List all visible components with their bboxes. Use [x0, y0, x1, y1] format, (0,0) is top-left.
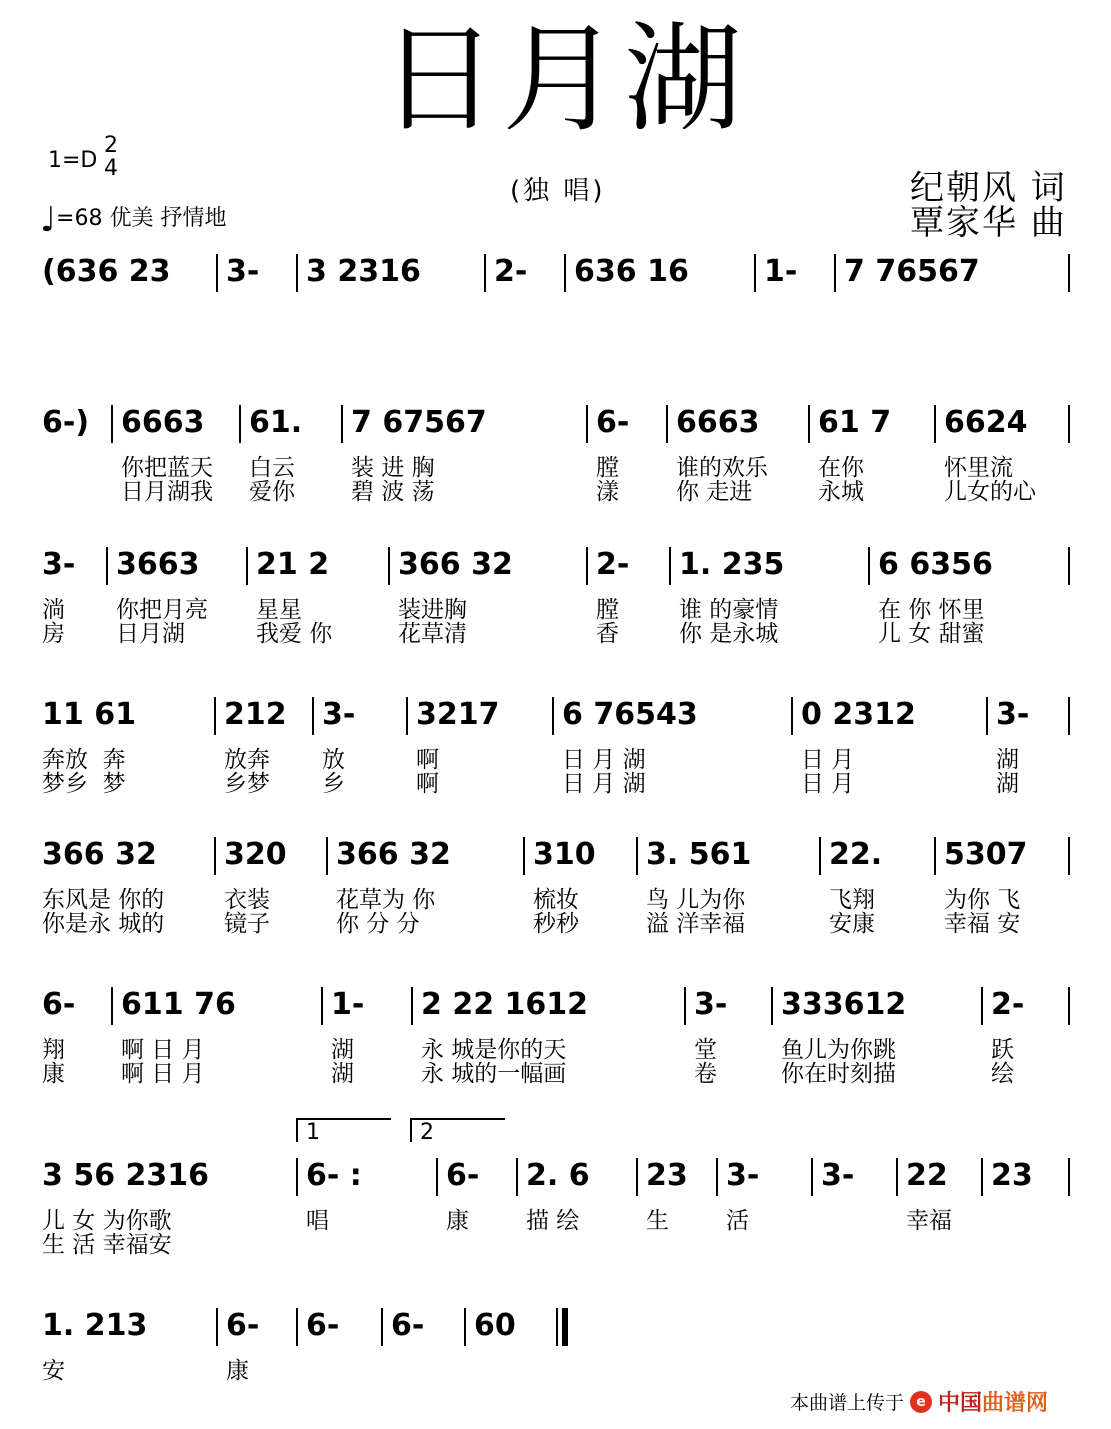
lyric-syllables: 梦乡 梦 [42, 771, 126, 797]
measure: 60 [474, 1308, 516, 1343]
key-signature: 1=D [48, 148, 98, 173]
barline [326, 837, 328, 875]
barline [111, 987, 113, 1025]
lyric-syllables: 鸟 儿为你 [646, 887, 746, 913]
barline [321, 987, 323, 1025]
lyric-syllables: 安 [42, 1358, 65, 1384]
barline [556, 1308, 558, 1346]
notation-line [0, 252, 1111, 292]
lyric-syllables: 碧 波 荡 [351, 479, 435, 505]
barline [1068, 987, 1070, 1025]
measure: 6663 [121, 405, 205, 440]
measure: 366 32 [398, 547, 513, 582]
barline [246, 547, 248, 585]
lyric-syllables: 湖 [996, 771, 1019, 797]
measure: 3- [226, 254, 260, 289]
measure: 6- [596, 405, 630, 440]
measure: 2- [596, 547, 630, 582]
lyric-syllables: 永 城是你的天 [421, 1037, 567, 1063]
measure: 310 [533, 837, 596, 872]
lyric-line [0, 1061, 1111, 1087]
lyric-syllables: 谁的欢乐 [676, 455, 768, 481]
footer [790, 1386, 1048, 1417]
lyric-syllables: 奔放 奔 [42, 747, 126, 773]
barline [296, 254, 298, 292]
lyric-syllables: 东风是 你的 [42, 887, 165, 913]
measure: 3- [821, 1158, 855, 1193]
barline [934, 837, 936, 875]
notation-line [0, 545, 1111, 585]
lyric-syllables: 湖 [331, 1061, 354, 1087]
barline [811, 1158, 813, 1196]
lyric-syllables: 香 [596, 621, 619, 647]
barline [834, 254, 836, 292]
composer-credit: 覃家华 曲 [910, 203, 1067, 243]
lyric-syllables: 安康 [829, 911, 875, 937]
volta-second-ending: 2 [410, 1118, 505, 1142]
barline [296, 1308, 298, 1346]
barline [666, 405, 668, 443]
lyric-syllables: 房 [42, 621, 65, 647]
barline [636, 837, 638, 875]
measure: 1- [331, 987, 365, 1022]
measure: 366 32 [336, 837, 451, 872]
lyric-syllables: 翔 [42, 1037, 65, 1063]
barline [1068, 1158, 1070, 1196]
lyric-syllables: 啊 [416, 747, 439, 773]
barline [464, 1308, 466, 1346]
lyric-syllables: 白云 [249, 455, 295, 481]
barline [214, 697, 216, 735]
lyric-syllables: 装 进 胸 [351, 455, 435, 481]
measure: 3- [322, 697, 356, 732]
lyric-syllables: 日 月 湖 [562, 771, 646, 797]
time-signature [104, 134, 118, 180]
lyric-syllables: 跃 [991, 1037, 1014, 1063]
measure: 6-) [42, 405, 90, 440]
measure: 3- [42, 547, 76, 582]
footer-text: 本曲谱上传于 [790, 1392, 905, 1414]
lyric-line [0, 621, 1111, 647]
tempo-marking [40, 200, 226, 240]
barline [111, 405, 113, 443]
lyric-syllables: 你 走进 [676, 479, 753, 505]
lyric-syllables: 康 [42, 1061, 65, 1087]
lyric-syllables: 湖 [331, 1037, 354, 1063]
measure: 6- [226, 1308, 260, 1343]
lyric-syllables: 日月湖我 [121, 479, 213, 505]
measure: 22 [906, 1158, 948, 1193]
lyric-syllables: 梳妆 [533, 887, 579, 913]
lyric-syllables: 花草为 你 [336, 887, 436, 913]
lyric-syllables: 在 你 怀里 [878, 597, 985, 623]
lyric-line [0, 1208, 1111, 1234]
measure: 61. [249, 405, 303, 440]
lyric-syllables: 秒秒 [533, 911, 579, 937]
lyric-line [0, 747, 1111, 773]
lyric-syllables: 乡梦 [224, 771, 270, 797]
measure: 6- [446, 1158, 480, 1193]
lyric-syllables: 衣装 [224, 887, 270, 913]
notation-line [0, 695, 1111, 735]
barline [981, 987, 983, 1025]
measure: 3- [996, 697, 1030, 732]
measure: 3 56 2316 [42, 1158, 210, 1193]
lyric-syllables: 飞翔 [829, 887, 875, 913]
measure: 611 76 [121, 987, 236, 1022]
lyric-syllables: 啊 日 月 [121, 1061, 205, 1087]
measure: 3- [726, 1158, 760, 1193]
measure: 320 [224, 837, 287, 872]
lyric-syllables: 堂 [694, 1037, 717, 1063]
site-logo-text-b: 曲谱网 [982, 1391, 1049, 1416]
lyric-syllables: 唱 [306, 1208, 329, 1234]
measure: 6- [391, 1308, 425, 1343]
measure: 11 61 [42, 697, 136, 732]
lyric-syllables: 永 城的一幅画 [421, 1061, 567, 1087]
barline [986, 697, 988, 735]
lyric-syllables: 湖 [996, 747, 1019, 773]
site-logo-icon: e [910, 1391, 932, 1413]
barline [636, 1158, 638, 1196]
barline [586, 547, 588, 585]
lyric-line [0, 479, 1111, 505]
measure: 3 2316 [306, 254, 421, 289]
barline [1068, 697, 1070, 735]
site-logo[interactable] [938, 1386, 1048, 1417]
measure: 3663 [116, 547, 200, 582]
measure: 7 67567 [351, 405, 487, 440]
barline [1068, 405, 1070, 443]
barline [216, 1308, 218, 1346]
tempo-text: =68 优美 抒情地 [56, 206, 227, 231]
lyric-syllables: 膛 [596, 597, 619, 623]
lyric-syllables: 星星 [256, 597, 302, 623]
lyric-syllables: 你在时刻描 [781, 1061, 896, 1087]
barline [771, 987, 773, 1025]
barline [981, 1158, 983, 1196]
lyric-syllables: 膛 [596, 455, 619, 481]
lyric-syllables: 你 分 分 [336, 911, 420, 937]
lyric-syllables: 康 [446, 1208, 469, 1234]
measure: 0 2312 [801, 697, 916, 732]
measure: 23 [991, 1158, 1033, 1193]
notation-line [0, 985, 1111, 1025]
barline [1068, 547, 1070, 585]
lyric-syllables: 永城 [818, 479, 864, 505]
measure: 3. 561 [646, 837, 752, 872]
lyric-syllables: 淌 [42, 597, 65, 623]
measure: 2. 6 [526, 1158, 590, 1193]
lyric-syllables: 漾 [596, 479, 619, 505]
measure: 333612 [781, 987, 907, 1022]
measure: 3- [694, 987, 728, 1022]
lyric-syllables: 康 [226, 1358, 249, 1384]
quarter-note-icon: ♩ [40, 200, 57, 240]
lyric-syllables: 在你 [818, 455, 864, 481]
notation-line [0, 1306, 1111, 1346]
barline [868, 547, 870, 585]
measure: 2- [494, 254, 528, 289]
barline [552, 697, 554, 735]
barline [216, 254, 218, 292]
lyric-line [0, 1358, 1111, 1384]
lyric-syllables: 儿 女 为你歌 [42, 1208, 172, 1234]
lyric-syllables: 谁 的豪情 [679, 597, 779, 623]
barline [934, 405, 936, 443]
lyric-syllables: 日月湖 [116, 621, 185, 647]
lyric-syllables: 幸福 [906, 1208, 952, 1234]
measure: 7 76567 [844, 254, 980, 289]
final-barline [562, 1308, 568, 1346]
barline [106, 547, 108, 585]
lyric-line [0, 771, 1111, 797]
lyric-line [0, 1232, 1111, 1258]
barline [312, 697, 314, 735]
notation-line [0, 835, 1111, 875]
measure: 22. [829, 837, 883, 872]
lyricist-credit: 纪朝风 词 [910, 168, 1067, 208]
barline [791, 697, 793, 735]
lyric-syllables: 活 [726, 1208, 749, 1234]
lyric-syllables: 放 [322, 747, 345, 773]
lyric-syllables: 描 绘 [526, 1208, 580, 1234]
measure: 6- : [306, 1158, 362, 1193]
barline [239, 405, 241, 443]
lyric-syllables: 溢 洋幸福 [646, 911, 746, 937]
measure: 3217 [416, 697, 500, 732]
lyric-syllables: 你把蓝天 [121, 455, 213, 481]
barline [808, 405, 810, 443]
lyric-syllables: 卷 [694, 1061, 717, 1087]
measure: 6 6356 [878, 547, 993, 582]
lyric-line [0, 887, 1111, 913]
barline [669, 547, 671, 585]
lyric-line [0, 455, 1111, 481]
barline [516, 1158, 518, 1196]
lyric-syllables: 镜子 [224, 911, 270, 937]
barline [388, 547, 390, 585]
lyric-syllables: 绘 [991, 1061, 1014, 1087]
volta-first-ending: 1 [296, 1118, 391, 1142]
barline [411, 987, 413, 1025]
barline [716, 1158, 718, 1196]
lyric-syllables: 幸福 安 [944, 911, 1021, 937]
measure: 1- [764, 254, 798, 289]
page-title: 日月湖 [380, 10, 747, 148]
lyric-syllables: 生 活 幸福安 [42, 1232, 172, 1258]
lyric-syllables: 怀里流 [944, 455, 1013, 481]
measure: 366 32 [42, 837, 157, 872]
barline [1068, 254, 1070, 292]
lyric-syllables: 你是永 城的 [42, 911, 165, 937]
subtitle: (独 唱) [510, 176, 606, 206]
lyric-syllables: 儿 女 甜蜜 [878, 621, 985, 647]
measure: 6- [42, 987, 76, 1022]
barline [1068, 837, 1070, 875]
lyric-syllables: 花草清 [398, 621, 467, 647]
lyric-line [0, 1037, 1111, 1063]
lyric-syllables: 日 月 [801, 771, 855, 797]
measure: 21 2 [256, 547, 330, 582]
measure: 6663 [676, 405, 760, 440]
lyric-syllables: 啊 日 月 [121, 1037, 205, 1063]
lyric-syllables: 你 是永城 [679, 621, 779, 647]
measure: 1. 235 [679, 547, 785, 582]
lyric-line [0, 911, 1111, 937]
measure: 2- [991, 987, 1025, 1022]
measure: 636 16 [574, 254, 689, 289]
lyric-syllables: 为你 飞 [944, 887, 1021, 913]
measure: 23 [646, 1158, 688, 1193]
barline [896, 1158, 898, 1196]
lyric-syllables: 啊 [416, 771, 439, 797]
lyric-syllables: 装进胸 [398, 597, 467, 623]
measure: 61 7 [818, 405, 892, 440]
lyric-syllables: 乡 [322, 771, 345, 797]
measure: 6 76543 [562, 697, 698, 732]
barline [564, 254, 566, 292]
meter-top: 2 [104, 133, 118, 158]
barline [214, 837, 216, 875]
barline [436, 1158, 438, 1196]
notation-line [0, 1156, 1111, 1196]
lyric-syllables: 爱你 [249, 479, 295, 505]
lyric-line [0, 597, 1111, 623]
lyric-syllables: 放奔 [224, 747, 270, 773]
lyric-syllables: 日 月 [801, 747, 855, 773]
lyric-syllables: 日 月 湖 [562, 747, 646, 773]
barline [406, 697, 408, 735]
measure: 212 [224, 697, 287, 732]
barline [586, 405, 588, 443]
measure: 6624 [944, 405, 1028, 440]
barline [341, 405, 343, 443]
site-logo-text-a: 中国 [938, 1391, 983, 1416]
barline [381, 1308, 383, 1346]
measure: 2 22 1612 [421, 987, 589, 1022]
lyric-syllables: 我爱 你 [256, 621, 333, 647]
lyric-syllables: 生 [646, 1208, 669, 1234]
barline [754, 254, 756, 292]
measure: (636 23 [42, 254, 171, 289]
barline [523, 837, 525, 875]
barline [296, 1158, 298, 1196]
barline [819, 837, 821, 875]
lyric-syllables: 儿女的心 [944, 479, 1036, 505]
lyric-syllables: 鱼儿为你跳 [781, 1037, 896, 1063]
barline [484, 254, 486, 292]
measure: 5307 [944, 837, 1028, 872]
notation-line [0, 403, 1111, 443]
barline [684, 987, 686, 1025]
lyric-syllables: 你把月亮 [116, 597, 208, 623]
meter-bottom: 4 [104, 156, 118, 182]
measure: 1. 213 [42, 1308, 148, 1343]
measure: 6- [306, 1308, 340, 1343]
